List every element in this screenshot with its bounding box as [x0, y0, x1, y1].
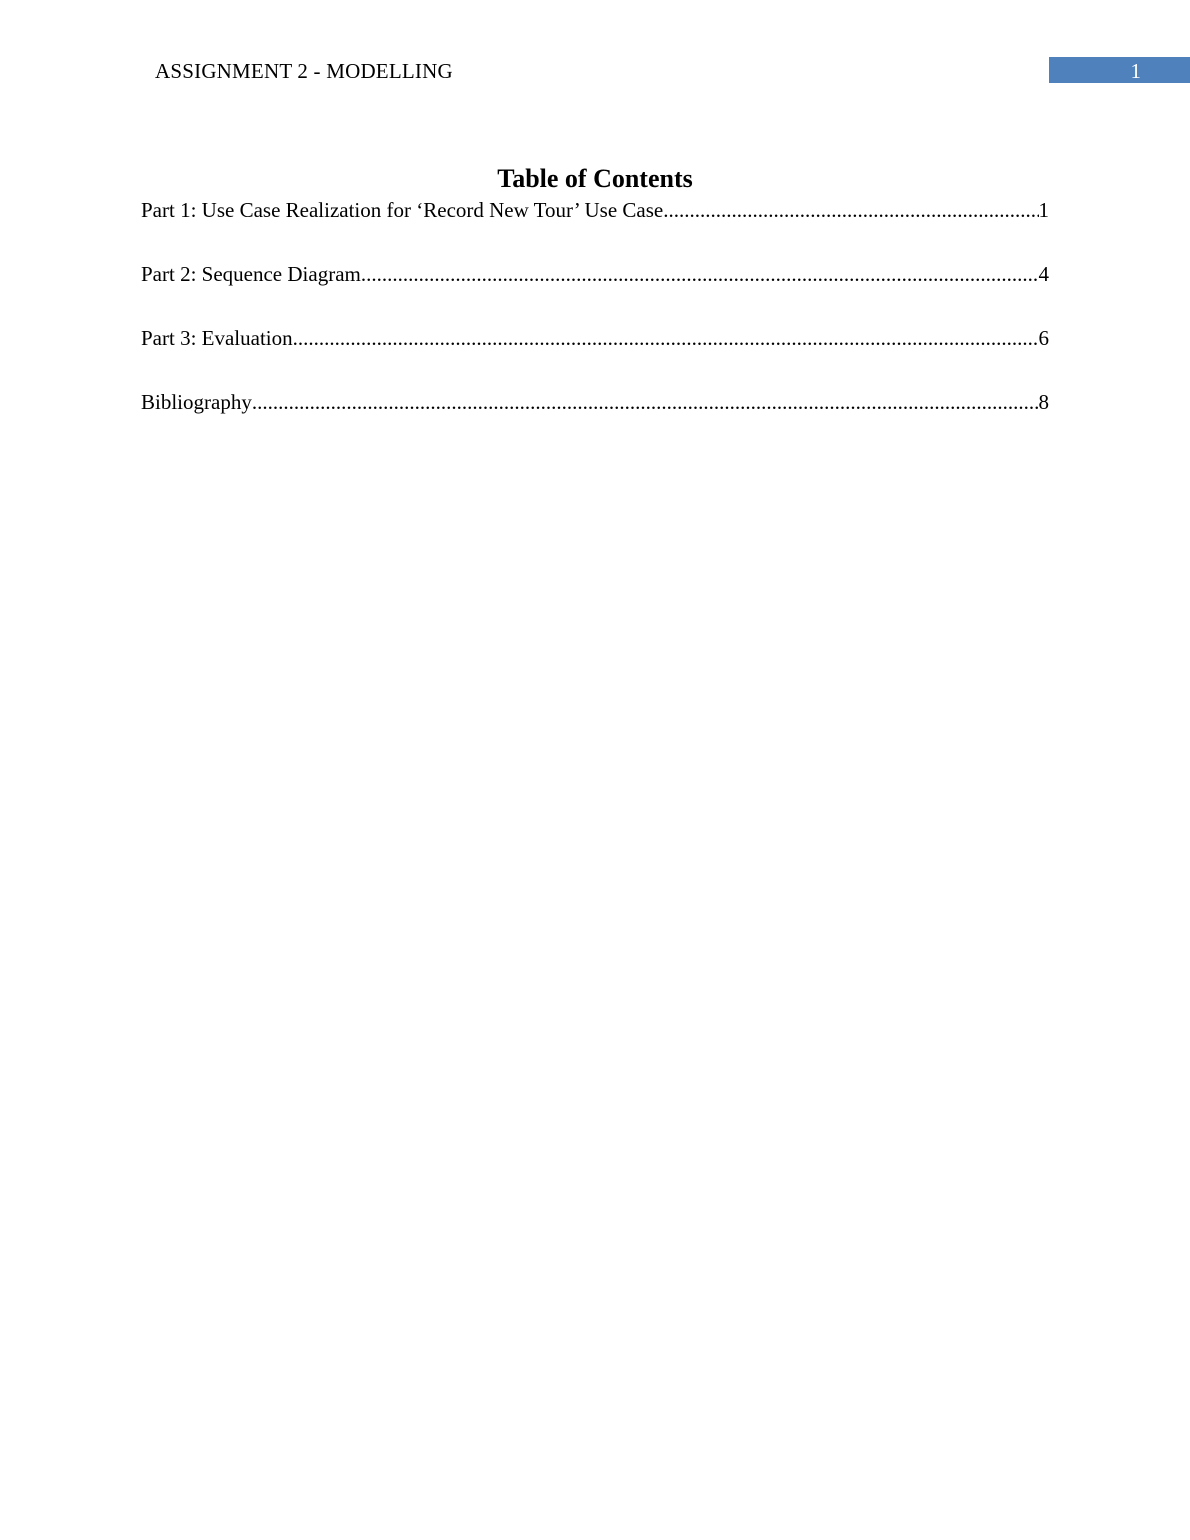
toc-entry-label: Part 1: Use Case Realization for ‘Record New Tour’ Use Case: [141, 198, 664, 222]
toc-heading: Table of Contents: [497, 164, 693, 193]
running-header-title: ASSIGNMENT 2 - MODELLING: [155, 59, 453, 83]
toc-entry-part-2[interactable]: [141, 260, 1049, 288]
toc-dot-leader: [361, 260, 1039, 288]
toc-entry-page: 6: [1038, 326, 1049, 350]
toc-entry-page: 1: [1038, 198, 1049, 222]
toc-dot-leader: [252, 388, 1039, 416]
toc-dot-leader: [663, 196, 1038, 224]
page-number: 1: [1130, 59, 1141, 83]
page-number-badge: [1049, 57, 1190, 83]
toc-entry-part-1[interactable]: [141, 196, 1049, 224]
toc-entry-label: Part 3: Evaluation: [141, 326, 293, 350]
toc-entry-page: 8: [1038, 390, 1049, 414]
toc-entry-bibliography[interactable]: [141, 388, 1049, 416]
toc-dot-leader: [293, 324, 1039, 352]
toc-list: [141, 196, 1049, 452]
toc-entry-label: Part 2: Sequence Diagram: [141, 262, 361, 286]
toc-entry-part-3[interactable]: [141, 324, 1049, 352]
toc-entry-page: 4: [1038, 262, 1049, 286]
toc-entry-label: Bibliography: [141, 390, 252, 414]
